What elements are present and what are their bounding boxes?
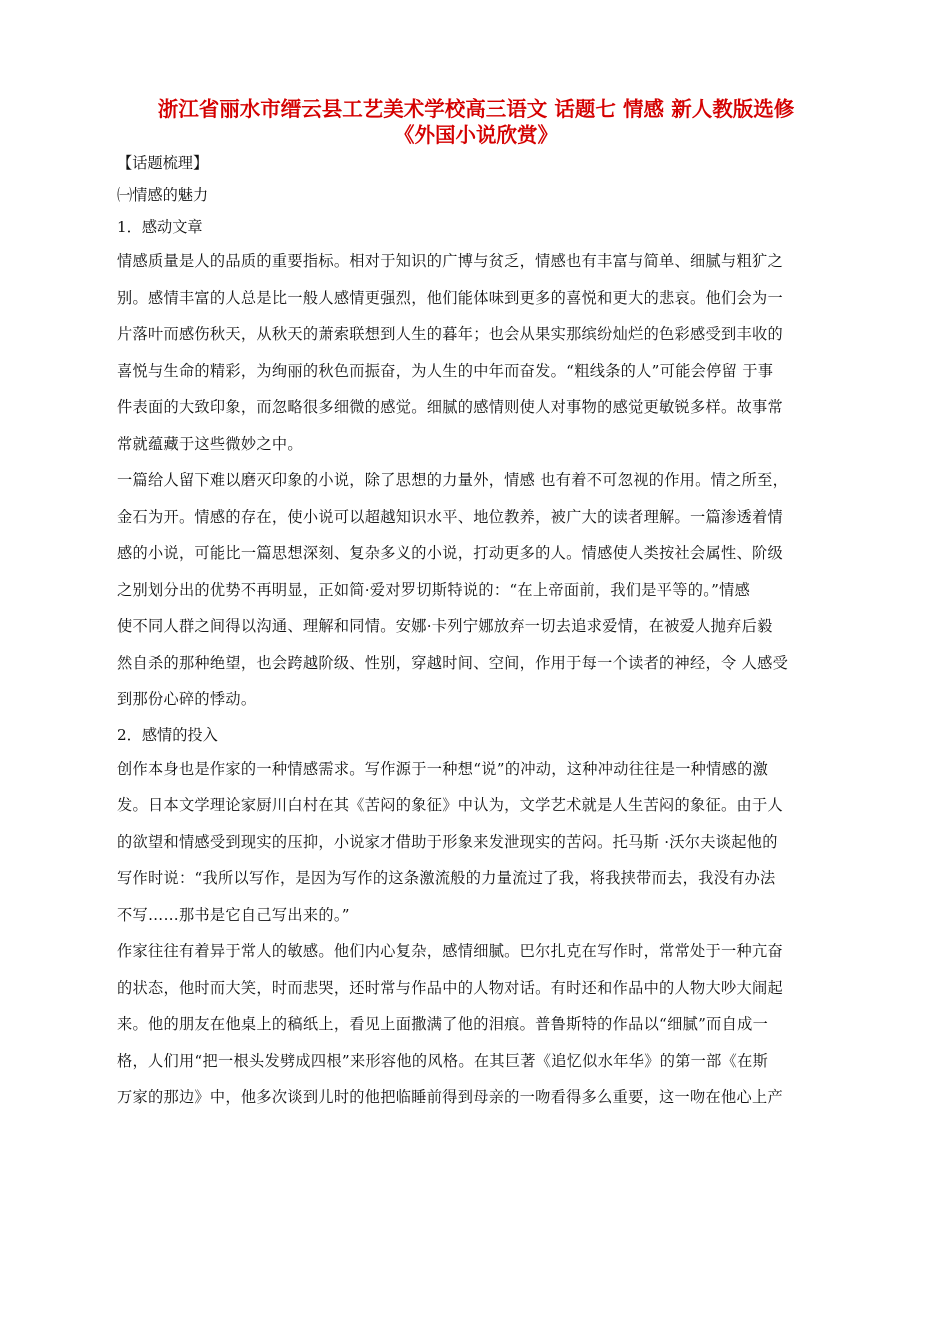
document-title	[117, 96, 835, 148]
paragraph-line: 的欲望和情感受到现实的压抑，小说家才借助于形象来发泄现实的苦闷。托马斯 ·沃尔夫谈起他的	[117, 832, 778, 851]
paragraph-line: 喜悦与生命的精彩，为绚丽的秋色而振奋，为人生的中年而奋发。“粗线条的人”可能会停留 于事	[117, 361, 774, 380]
paragraph-line: 格，人们用“把一根头发劈成四根”来形容他的风格。在其巨著《追忆似水年华》的第一部《在斯	[117, 1051, 769, 1070]
document-page	[117, 96, 835, 1116]
paragraph-line: 片落叶而感伤秋天，从秋天的萧索联想到人生的暮年；也会从果实那缤纷灿烂的色彩感受到丰收的	[117, 325, 783, 343]
paragraph-line: 别。感情丰富的人总是比一般人感情更强烈，他们能体味到更多的喜悦和更大的悲哀。他们会为一	[117, 288, 783, 307]
paragraph-line: 之别划分出的优势不再明显，正如简·爱对罗切斯特说的：“在上帝面前，我们是平等的。”情感	[117, 580, 751, 599]
paragraph-line: 到那份心碎的悸动。	[117, 690, 257, 708]
section-heading: ㈠情感的魅力	[117, 186, 209, 204]
paragraph-line: 来。他的朋友在他桌上的稿纸上，看见上面撒满了他的泪痕。普鲁斯特的作品以“细腻”而自成一	[117, 1015, 769, 1033]
title-line-1: 浙江省丽水市缙云县工艺美术学校高三语文 话题七 情感 新人教版选修	[157, 97, 795, 121]
paragraph-2	[117, 462, 835, 718]
paragraph-line: 的状态，他时而大笑，时而悲哭，还时常与作品中的人物对话。有时还和作品中的人物大吵大闹起	[117, 978, 783, 997]
paragraph-line: 作家往往有着异于常人的敏感。他们内心复杂，感情细腻。巴尔扎克在写作时，常常处于一种亢奋	[117, 942, 783, 960]
paragraph-line: 不写……那书是它自己写出来的。”	[117, 905, 350, 924]
paragraph-line: 件表面的大致印象，而忽略很多细微的感觉。细腻的感情则使人对事物的感觉更敏锐多样。故事常	[117, 398, 783, 416]
paragraph-line: 万家的那边》中，他多次谈到儿时的他把临睡前得到母亲的一吻看得多么重要，这一吻在他心上产	[117, 1088, 783, 1106]
title-line-2: 《外国小说欣赏》	[394, 123, 558, 147]
paragraph-1	[117, 243, 835, 462]
paragraph-line: 感的小说，可能比一篇思想深刻、复杂多义的小说，打动更多的人。情感使人类按社会属性、阶级	[117, 544, 783, 562]
paragraph-3	[117, 751, 835, 934]
paragraph-line: 发。日本文学理论家厨川白村在其《苦闷的象征》中认为，文学艺术就是人生苦闷的象征。由于人	[117, 796, 783, 814]
subheading-1: 1．感动文章	[117, 218, 203, 236]
paragraph-line: 情感质量是人的品质的重要指标。相对于知识的广博与贫乏，情感也有丰富与简单、细腻与粗犷之	[117, 252, 783, 270]
paragraph-line: 然自杀的那种绝望，也会跨越阶级、性别，穿越时间、空间，作用于每一个读者的神经，令 人感受	[117, 653, 789, 672]
subheading-2: 2．感情的投入	[117, 725, 218, 744]
paragraph-4	[117, 933, 835, 1116]
paragraph-line: 一篇给人留下难以磨灭印象的小说，除了思想的力量外，情感 也有着不可忽视的作用。情之所至，	[117, 471, 789, 489]
paragraph-line: 写作时说：“我所以写作，是因为写作的这条激流般的力量流过了我，将我挟带而去，我没有办法	[117, 869, 776, 887]
paragraph-line: 使不同人群之间得以沟通、理解和同情。安娜·卡列宁娜放弃一切去追求爱情，在被爱人抛弃后毅	[117, 617, 773, 635]
topic-heading: 【话题梳理】	[117, 154, 209, 172]
paragraph-line: 常就蕴藏于这些微妙之中。	[117, 434, 303, 453]
paragraph-line: 金石为开。情感的存在，使小说可以超越知识水平、地位教养，被广大的读者理解。一篇渗透着情	[117, 507, 783, 526]
paragraph-line: 创作本身也是作家的一种情感需求。写作源于一种想“说”的冲动，这种冲动往往是一种情感的激	[117, 759, 769, 778]
